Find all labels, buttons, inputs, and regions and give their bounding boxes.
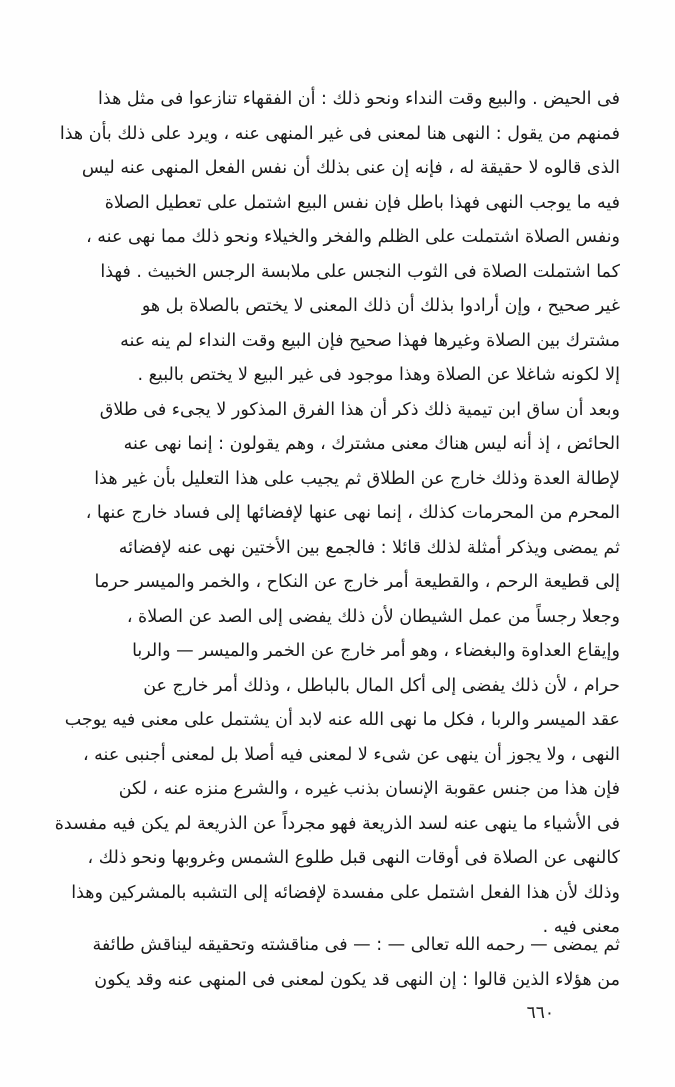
text-line: وإيقاع العداوة والبغضاء ، وهو أمر خارج عن الخمر والميسر — والربا <box>132 641 620 661</box>
text-line: من هؤلاء الذين قالوا : إن النهى قد يكون لمعنى فى المنهى عنه وقد يكون <box>94 969 620 990</box>
text-line: مشترك بين الصلاة وغيرها فهذا صحيح فإن البيع وقت النداء لم ينه عنه <box>120 330 620 351</box>
text-line: غير صحيح ، وإن أرادوا بذلك أن ذلك المعنى لا يختص بالصلاة بل هو <box>141 296 620 316</box>
text-line: كما اشتملت الصلاة فى الثوب النجس على ملابسة الرجس الخبيث . فهذا <box>100 261 620 282</box>
text-line: فى الحيض . والبيع وقت النداء ونحو ذلك : أن الفقهاء تنازعوا فى مثل هذا <box>98 89 620 109</box>
text-line: حرام ، لأن ذلك يفضى إلى أكل المال بالباطل ، وذلك أمر خارج عن <box>143 675 620 696</box>
page-number: ٦٦٠ <box>526 1003 554 1023</box>
text-line: وبعد أن ساق ابن تيمية ذلك ذكر أن هذا الفرق المذكور لا يجىء فى طلاق <box>99 399 620 420</box>
text-line: لإطالة العدة وذلك خارج عن الطلاق ثم يجيب على هذا التعليل بأن غير هذا <box>94 468 620 489</box>
text-line: كالنهى عن الصلاة فى أوقات النهى قبل طلوع الشمس وغروبها ونحو ذلك ، <box>87 848 620 868</box>
text-line: إلا لكونه شاغلا عن الصلاة وهذا موجود فى غير البيع لا يختص بالبيع . <box>137 365 620 385</box>
text-line: ثم يمضى — رحمه الله تعالى — : — فى مناقشته وتحقيقه ليناقش طائفة <box>92 935 620 955</box>
text-line: فمنهم من يقول : النهى هنا لمعنى فى غير المنهى عنه ، ويرد على ذلك بأن هذا <box>59 123 620 144</box>
text-line: الذى قالوه لا حقيقة له ، فإنه إن عنى بذلك أن نفس الفعل المنهى عنه ليس <box>81 158 620 178</box>
text-line: النهى ، ولا يجوز أن ينهى عن شىء لا لمعنى فيه أصلا بل لمعنى أجنبى عنه ، <box>82 744 620 765</box>
text-line: ثم يمضى ويذكر أمثلة لذلك قائلا : فالجمع بين الأختين نهى عنه لإفضائه <box>118 537 620 558</box>
text-line: الحائض ، إذ أنه ليس هناك معنى مشترك ، وهم يقولون : إنما نهى عنه <box>123 434 620 454</box>
text-line: المحرم من المحرمات كذلك ، إنما نهى عنها لإفضائها إلى فساد خارج عنها ، <box>85 503 620 523</box>
text-line: فى الأشياء ما ينهى عنه لسد الذريعة فهو مجرداً عن الذريعة لم يكن فيه مفسدة <box>54 813 620 834</box>
text-line: عقد الميسر والربا ، فكل ما نهى الله عنه لابد أن يشتمل على معنى فيه يوجب <box>64 710 620 730</box>
text-line: وذلك لأن هذا الفعل اشتمل على مفسدة لإفضائه إلى التشبه بالمشركين وهذا <box>71 882 620 903</box>
text-line: فيه ما يوجب النهى فهذا باطل فإن نفس البيع اشتمل على تعطيل الصلاة <box>104 192 620 213</box>
text-line: فإن هذا من جنس عقوبة الإنسان بذنب غيره ، والشرع منزه عنه ، لكن <box>118 779 620 799</box>
text-line: ونفس الصلاة اشتملت على الظلم والفخر والخيلاء ونحو ذلك مما نهى عنه ، <box>86 227 620 247</box>
text-line: معنى فيه . <box>542 917 620 937</box>
main-paragraph <box>46 82 620 945</box>
text-line: وجعلا رجساً من عمل الشيطان لأن ذلك يفضى إلى الصد عن الصلاة ، <box>126 606 620 627</box>
closing-paragraph <box>46 928 620 997</box>
text-line: إلى قطيعة الرحم ، والقطيعة أمر خارج عن النكاح ، والخمر والميسر حرما <box>94 572 620 592</box>
